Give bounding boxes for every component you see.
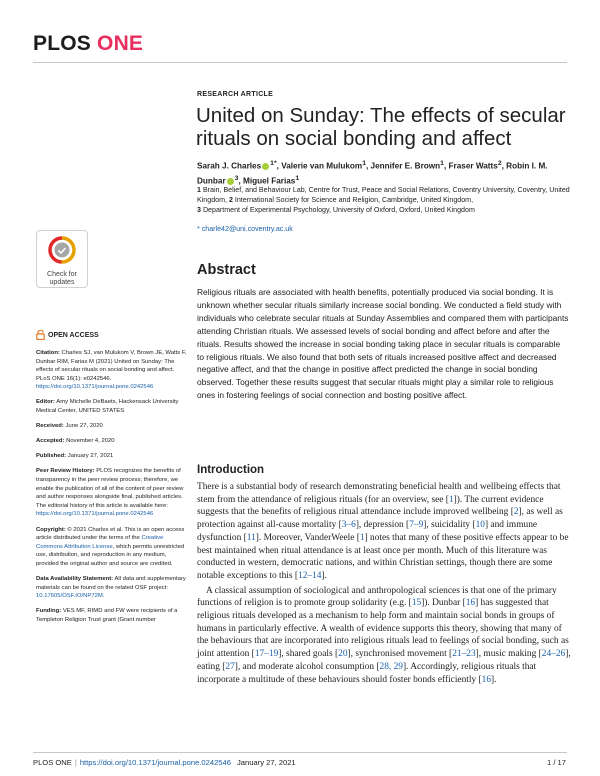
received-block: [36, 422, 188, 431]
header-divider: [33, 62, 567, 63]
funding-label: Funding:: [36, 608, 62, 615]
data-availability-block: [36, 575, 188, 601]
journal-logo[interactable]: [33, 32, 143, 56]
article-sidebar: [36, 349, 188, 631]
received-label: Received:: [36, 423, 64, 430]
affiliation-number: 1: [197, 186, 201, 194]
author-affil-sup: 1: [295, 174, 300, 182]
published-label: Published:: [36, 453, 67, 460]
citation-text: Charles SJ, van Mulukom V, Brown JE, Watts F, Dunbar RIM, Farias M (2021) United on Sunday: The effects of secular rituals on social bonding and affect. PLoS ONE 16(1): e0242546.: [36, 350, 187, 382]
affiliations: [197, 185, 572, 216]
editor-text: Amy Michelle DeBaets, Hackensack University Medical Center, UNITED STATES: [36, 399, 179, 415]
author-affil-sup: 2: [497, 160, 502, 167]
citation-ref[interactable]: 11: [246, 532, 256, 543]
abstract-text: Religious rituals are associated with health benefits, potentially produced via social bonding. It is unknown whether secular rituals similarly increase social bonding. We conducted a field study with individuals who celebrate secular rituals at Sunday Assemblies and compared them with participants attending Christian rituals. We assessed levels of social bonding and affect before and after the rituals. Results showed the increase in social bonding taking place in secular rituals is comparable to religious rituals. We also found that both sets of rituals increased positive affect and decreased negative affect, and that the change in positive affect predicted the change in social bonding observed. Together these results suggest that secular rituals might play a similar role to religious ones in fostering feelings of social connection and bosting positive affect.: [197, 287, 569, 401]
citation-label: Citation:: [36, 350, 60, 356]
author-name[interactable]: Sarah J. Charles: [197, 161, 262, 171]
funding-block: [36, 607, 188, 624]
citation-ref[interactable]: 1: [359, 532, 365, 543]
copyright-block: [36, 526, 188, 569]
check-for-updates-badge[interactable]: [36, 230, 88, 288]
citation-ref[interactable]: 16: [481, 674, 492, 685]
peer-review-link[interactable]: https://doi.org/10.1371/journal.pone.0242546: [36, 511, 154, 518]
affiliation-text: Brain, Belief, and Behaviour Lab, Centre for Trust, Peace and Social Relations, Coventry University, Coventry, United Kingdom,: [197, 186, 570, 205]
peer-review-text: PLOS recognizes the benefits of transparency in the peer review process; therefore, we enable the publication of all of the content of peer review and author responses alongside final, published articles. The editorial history of this article is available here:: [36, 468, 184, 509]
badge-line2: updates: [49, 279, 75, 286]
citation-ref[interactable]: 27: [225, 661, 235, 672]
author-name[interactable]: , Valerie van Mulukom: [276, 161, 363, 171]
accepted-label: Accepted:: [36, 438, 65, 445]
data-availability-label: Data Availability Statement:: [36, 575, 114, 582]
citation-ref[interactable]: 1: [448, 494, 454, 505]
footer-date: January 27, 2021: [236, 758, 296, 767]
footer-divider: [33, 752, 567, 753]
received-date: June 27, 2020: [65, 423, 103, 430]
funding-text: VES MF, RIMD and FW were recipients of a Templeton Religion Trust grant (Grant number: [36, 608, 178, 623]
open-lock-icon: [36, 330, 45, 340]
editor-label: Editor:: [36, 399, 55, 406]
citation-ref[interactable]: 15: [411, 598, 422, 609]
osf-link[interactable]: 10.17605/OSF.IO/NP72M.: [36, 593, 105, 600]
author-affil-sup: 1: [440, 160, 444, 167]
license-link[interactable]: Creative Commons Attribution License: [36, 535, 164, 550]
citation-ref[interactable]: 16: [465, 598, 476, 609]
introduction-body: [197, 481, 572, 686]
author-affil-sup: 1: [362, 160, 366, 167]
abstract-heading: Abstract: [197, 262, 256, 278]
author-affil-sup: 1*: [270, 160, 277, 167]
author-list: [197, 158, 577, 188]
citation-ref[interactable]: 24–26: [541, 649, 566, 660]
affiliation-text: Department of Experimental Psychology, University of Oxford, Oxford, United Kingdom: [202, 206, 475, 215]
author-name[interactable]: , Fraser Watts: [443, 161, 498, 171]
open-access[interactable]: [36, 330, 99, 340]
corresponding-email[interactable]: * charle42@uni.coventry.ac.uk: [197, 225, 293, 233]
author-affil-sup: 3: [234, 174, 239, 182]
citation-doi-link[interactable]: https://doi.org/10.1371/journal.pone.0242546: [36, 384, 154, 391]
published-block: [36, 452, 188, 461]
author-name[interactable]: , Robin I. M. Dunbar: [197, 161, 548, 186]
intro-paragraph: There is a substantial body of research demonstrating beneficial health and wellbeing effects that stem from the attendance of religious rituals (for an overview, see [1]). The current evidence suggests that the benefits of religious ritual attendance include improved wellbeing [2], as well as protection against all-cause mortality [3–6], depression [7–9], suicidality [10] and immune dysfunction [11]. Moreover, VanderWeele [1] notes that many of these positive effects appear to be best maintained when ritual attendance is at least once per month. Much of this literature was conducted in western, democratic nations, and within Christian settings, though there are some notable exceptions to this [12–14].: [197, 482, 569, 581]
published-date: January 27, 2021: [67, 453, 114, 460]
citation-ref[interactable]: 7–9: [409, 520, 424, 531]
check-updates-icon: [47, 235, 77, 265]
accepted-block: [36, 437, 188, 446]
citation-ref[interactable]: 3–6: [341, 520, 356, 531]
logo-plos: PLOS: [33, 32, 91, 55]
affiliation-text: International Society for Science and Religion, Cambridge, United Kingdom,: [234, 196, 474, 205]
affiliation-number: 2: [228, 196, 233, 205]
data-availability-text: All data and supplementary materials can be found on the related OSF project:: [36, 575, 186, 591]
peer-review-label: Peer Review History:: [36, 468, 95, 475]
peer-review-block: [36, 467, 188, 519]
open-access-label: OPEN ACCESS: [48, 331, 99, 339]
accepted-date: November 4, 2020: [66, 438, 115, 445]
citation-ref[interactable]: 20: [338, 649, 348, 660]
footer-doi-link[interactable]: https://doi.org/10.1371/journal.pone.0242546: [79, 758, 231, 767]
footer-journal: PLOS ONE: [33, 758, 72, 767]
intro-paragraph: A classical assumption of sociological and anthropological sciences is that one of the primary functions of religion is to promote group solidarity (e.g. [15]). Dunbar [16] has suggested that religious rituals developed as a mechanism to help form and maintain social bonds in groups of humans in particularly effective. A wealth of evidence supports this theory, showing that many of the behaviours that are incorporated into religious rituals lead to feelings of social bonding, such as joint attention [17–19], shared goals [20], synchronised movement [21–23], music making [24–26], eating [27], and moderate alcohol consumption [28, 29]. Accordingly, religious rituals that incorporate a multitude of these behaviours should foster bonds efficiently [16].: [197, 585, 571, 685]
citation-ref[interactable]: 17–19: [254, 649, 279, 660]
article-type: RESEARCH ARTICLE: [197, 91, 274, 98]
orcid-icon[interactable]: [227, 178, 234, 185]
orcid-icon[interactable]: [262, 163, 269, 170]
citation-ref[interactable]: 10: [475, 520, 485, 531]
editor-block: [36, 398, 188, 415]
citation-ref[interactable]: 2: [513, 507, 519, 518]
badge-line1: Check for: [47, 271, 77, 278]
article-title: United on Sunday: The effects of secular rituals on social bonding and affect: [196, 104, 566, 150]
introduction-heading: Introduction: [197, 464, 265, 476]
author-name[interactable]: , Miguel Farias: [238, 176, 296, 186]
page-footer: PLOS ONE | https://doi.org/10.1371/journal.pone.0242546 January 27, 2021: [33, 758, 296, 767]
copyright-text: , which permits unrestricted use, distribution, and reproduction in any medium, provided the original author and source are credited.: [36, 543, 185, 567]
copyright-label: Copyright:: [36, 526, 66, 533]
citation-ref[interactable]: 28, 29: [379, 661, 403, 672]
copyright-text: © 2021 Charles et al. This is an open access article distributed under the terms of the: [36, 526, 185, 542]
logo-one: ONE: [97, 32, 144, 55]
affiliation-number: 3: [197, 206, 201, 215]
author-name[interactable]: , Jennifer E. Brown: [366, 161, 441, 171]
citation-ref[interactable]: 21–23: [452, 649, 476, 660]
citation-ref[interactable]: 12–14: [298, 570, 322, 581]
page-number: 1 / 17: [547, 758, 566, 767]
citation-block: [36, 349, 188, 392]
